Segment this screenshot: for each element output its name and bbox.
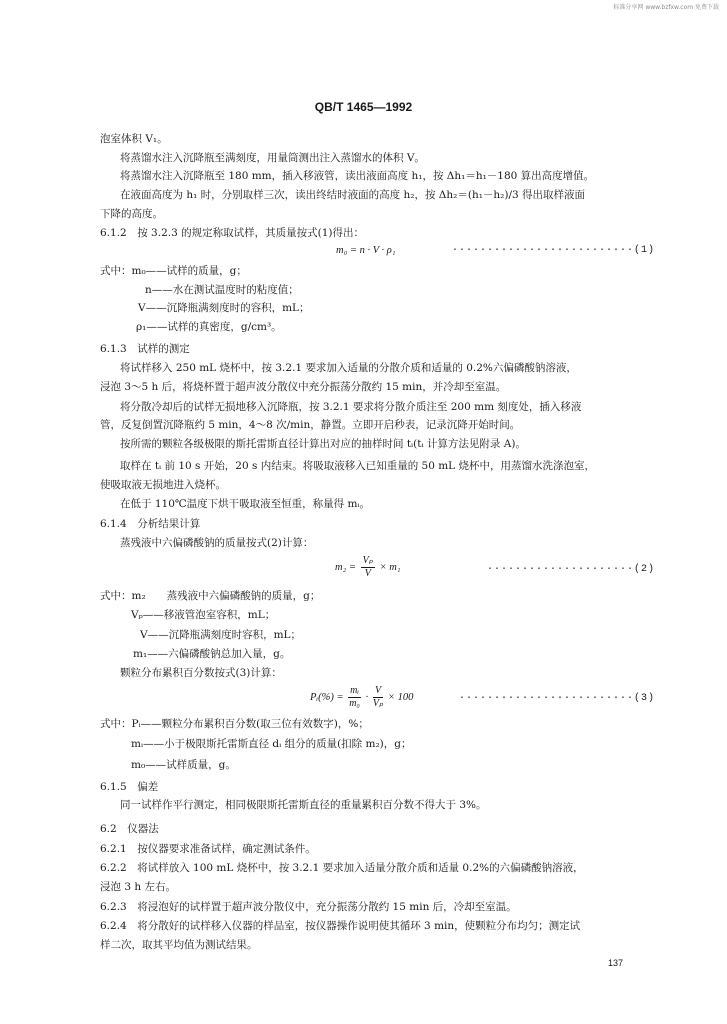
eq3-f2-numerator: V <box>373 685 383 698</box>
eq3-fraction-2 <box>373 685 383 710</box>
eq2-fraction <box>361 555 375 580</box>
equation-2 <box>335 555 401 580</box>
text-line: 管，反复倒置沉降瓶约 5 min，4～8 次/min，静置。立即开启秒表，记录沉降开始时间。 <box>100 419 521 431</box>
text-line: V——沉降瓶满刻度时容积，mL； <box>140 629 302 641</box>
eq3-dot: · <box>365 691 369 703</box>
eq2-numerator: Vₚ <box>362 555 373 566</box>
text-line: 将蒸馏水注入沉降瓶至满刻度，用量筒测出注入蒸馏水的体积 V。 <box>120 152 425 164</box>
text-line: m₀——试样质量，g。 <box>131 759 236 771</box>
text-line: mᵢ——小于极限斯托雷斯直径 dᵢ 组分的质量(扣除 m₂)，g； <box>131 738 412 750</box>
text-line: 泡室体积 V₁。 <box>100 133 168 145</box>
equation-number: ·····················(2) <box>486 564 655 575</box>
page-header: QB/T 1465—1992 <box>314 100 413 114</box>
text-line: ρ₁——试样的真密度，g/cm³。 <box>136 321 282 333</box>
text-line: 同一试样作平行测定，相同极限斯托雷斯直径的重量累积百分数不得大于 3%。 <box>120 799 487 811</box>
text-line: 按所需的颗粒各级极限的斯托雷斯直径计算出对应的抽样时间 tᵢ(tᵢ 计算方法见附录 A)。 <box>120 438 526 450</box>
text-line: 下降的高度。 <box>100 208 163 220</box>
text-line: 6.2.2 将试样放入 100 mL 烧杯中，按 3.2.1 要求加入适量分散介质和适量 0.2%的六偏磷酸钠溶液， <box>100 862 584 874</box>
eq3-rhs: × 100 <box>387 691 414 703</box>
text-line: 取样在 tᵢ 前 10 s 开始，20 s 内结束。将吸取液移入已知重量的 50 mL 烧杯中，用蒸馏水洗涤泡室， <box>120 460 595 472</box>
text-line: 在低于 110℃温度下烘干吸取液至恒重，称量得 mᵢ。 <box>120 498 371 510</box>
eq2-rhs: × m₁ <box>379 561 401 573</box>
equation-number: ·························(3) <box>458 693 655 704</box>
eq3-f1-numerator: mᵢ <box>350 685 359 696</box>
text-line: 颗粒分布累积百分数按式(3)计算： <box>120 667 282 679</box>
section-heading: 6.1.4 分析结果计算 <box>100 518 201 530</box>
text-line: 式中：m₂ 蒸残液中六偏磷酸钠的质量，g； <box>100 590 321 602</box>
eq3-f2-denominator: Vₚ <box>372 698 384 709</box>
text-line: Vₚ——移液管泡室容积，mL； <box>131 609 276 621</box>
text-line: 将蒸馏水注入沉降瓶至 180 mm，插入移液管，读出液面高度 h₁，按 Δh₁＝h₁－180 算出高度增值。 <box>120 170 595 182</box>
section-heading: 6.1.2 按 3.2.3 的规定称取试样，其质量按式(1)得出： <box>100 227 364 239</box>
text-line: 式中：m₀——试样的质量，g； <box>100 265 247 277</box>
text-line: 样二次，取其平均值为测试结果。 <box>100 939 258 951</box>
section-heading: 6.2 仪器法 <box>100 823 159 835</box>
eq2-denominator: V <box>364 568 371 579</box>
text-line: 式中：Pᵢ——颗粒分布累积百分数(取三位有效数字)，%； <box>100 718 369 730</box>
text-line: 6.2.1 按仪器要求准备试样，确定测试条件。 <box>100 843 316 855</box>
eq3-fraction-1 <box>348 685 361 710</box>
text-line: 蒸残液中六偏磷酸钠的质量按式(2)计算： <box>120 537 314 549</box>
text-line: 使吸取液无损地进入烧杯。 <box>100 479 226 491</box>
eq3-f1-denominator: m₀ <box>349 698 360 709</box>
text-line: 将分散冷却后的试样无损地移入沉降瓶，按 3.2.1 要求将分散介质注至 200 mm 刻度处，插入移液 <box>120 401 582 413</box>
watermark: 标准分享网 www.bzfxw.com 免费下载 <box>613 4 719 11</box>
text-line: 将试样移入 250 mL 烧杯中，按 3.2.1 要求加入适量的分散介质和适量的 0.2%六偏磷酸钠溶液， <box>120 362 577 374</box>
section-heading: 6.1.3 试样的测定 <box>100 343 190 355</box>
text-line: 6.2.3 将浸泡好的试样置于超声波分散仪中，充分振荡分散约 15 min 后，冷却至室温。 <box>100 901 517 913</box>
text-line: m₁——六偏磷酸钠总加入量，g。 <box>133 648 291 660</box>
section-heading: 6.1.5 偏差 <box>100 781 159 793</box>
text-line: n——水在测试温度时的粘度值； <box>145 284 299 296</box>
page-number: 137 <box>608 958 624 968</box>
equation-number: ··························(1) <box>451 245 655 256</box>
text-line: 6.2.4 将分散好的试样移入仪器的样品室，按仪器操作说明使其循环 3 min，使颗粒分布均匀；测定试 <box>100 920 581 932</box>
text-line: 在液面高度为 h₁ 时，分别取样三次，读出终结时液面的高度 h₂，按 Δh₂＝(h₁－h₂)/3 得出取样液面 <box>120 189 586 201</box>
eq2-lhs: m₂ = <box>335 561 356 573</box>
text-line: V——沉降瓶满刻度时的容积，mL； <box>138 302 310 314</box>
text-line: 浸泡 3 h 左右。 <box>100 881 176 893</box>
equation-3 <box>310 685 413 710</box>
equation-1: m₀ = n · V · ρ₁ <box>336 245 396 256</box>
eq3-lhs: Pᵢ(%) = <box>310 691 344 703</box>
text-line: 浸泡 3～5 h 后，将烧杯置于超声波分散仪中充分振荡分散约 15 min，并冷却至室温。 <box>100 381 507 393</box>
